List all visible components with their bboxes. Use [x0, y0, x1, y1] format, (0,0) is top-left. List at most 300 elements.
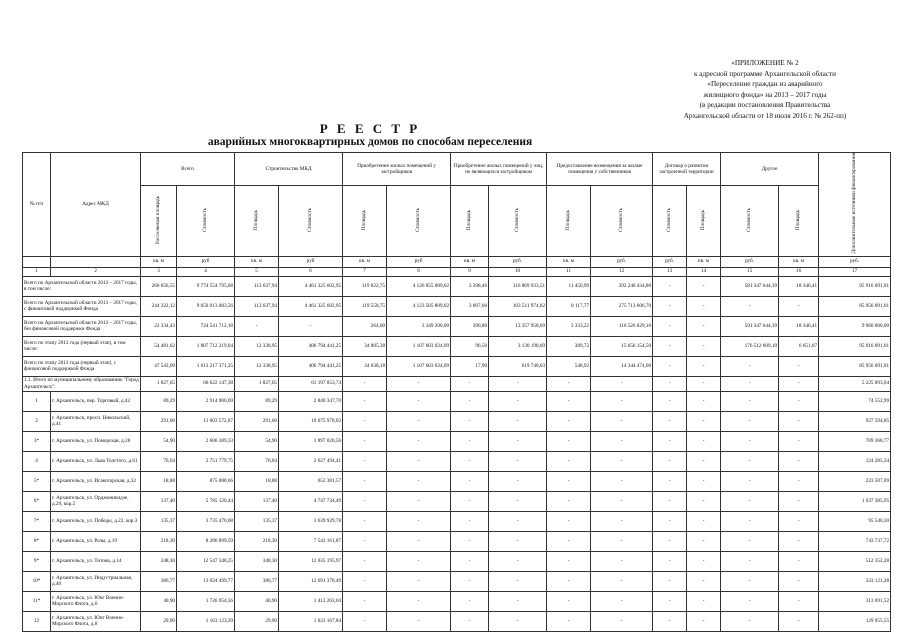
column-number-cell: 7 [343, 267, 387, 276]
row-address: г. Архангельск, пер. Торговый, д.42 [51, 391, 141, 411]
column-number-cell: 15 [721, 267, 779, 276]
value-cell: - [779, 376, 819, 391]
value-cell: - [387, 591, 451, 611]
unit-cell: руб. [591, 256, 653, 267]
column-number-cell: 1 [23, 267, 51, 276]
value-cell: 386,77 [141, 571, 177, 591]
value-cell: - [721, 296, 779, 316]
value-cell: - [489, 531, 547, 551]
value-cell: 8 286 899,59 [177, 531, 235, 551]
value-cell: - [653, 551, 687, 571]
value-cell: 13 024 499,77 [177, 571, 235, 591]
value-cell: 1 613 217 371,25 [177, 356, 235, 376]
value-cell: 3 007,66 [451, 296, 489, 316]
value-cell: 2 751 779,75 [177, 451, 235, 471]
value-cell: 13 357 958,69 [489, 316, 547, 336]
row-number: 4 [23, 451, 51, 471]
row-number: 2 [23, 411, 51, 431]
row-number: 5* [23, 471, 51, 491]
value-cell: - [653, 316, 687, 336]
value-cell: - [687, 376, 721, 391]
value-cell: - [653, 296, 687, 316]
value-cell: - [721, 551, 779, 571]
value-cell: 386,77 [235, 571, 279, 591]
table-row [23, 611, 891, 631]
value-cell: - [779, 571, 819, 591]
value-cell: 103 511 974,82 [489, 296, 547, 316]
unit-cell: руб. [721, 256, 779, 267]
value-cell: 652 381,57 [279, 471, 343, 491]
subheader-c14: Площадь [687, 186, 721, 256]
column-number-cell: 17 [819, 267, 891, 276]
value-cell: 18 346,41 [779, 276, 819, 296]
value-cell: - [547, 531, 591, 551]
value-cell: - [721, 591, 779, 611]
value-cell: 76,04 [141, 451, 177, 471]
row-address: г. Архангельск, ул. Титова, д.14 [51, 551, 141, 571]
unit-cell: руб [279, 256, 343, 267]
value-cell: 1 037 385,95 [819, 491, 891, 511]
value-cell: - [779, 611, 819, 631]
value-cell: - [687, 491, 721, 511]
column-number-cell: 2 [51, 267, 141, 276]
appendix-line: (в редакции постановления Правительства [699, 101, 831, 110]
value-cell: 15 656 154,50 [591, 336, 653, 356]
column-number-cell: 13 [653, 267, 687, 276]
column-numbers-row [23, 267, 891, 276]
subheader-c11: Площадь [547, 186, 591, 256]
appendix-block [655, 58, 875, 122]
row-number: 6* [23, 491, 51, 511]
value-cell: - [591, 611, 653, 631]
unit-cell: кв. м [547, 256, 591, 267]
value-cell: 5 785 120,44 [177, 491, 235, 511]
value-cell: - [721, 431, 779, 451]
value-cell: - [721, 356, 779, 376]
value-cell: - [343, 571, 387, 591]
unit-cell: руб [387, 256, 451, 267]
value-cell: - [687, 451, 721, 471]
value-cell: 390,80 [451, 316, 489, 336]
value-cell: - [653, 571, 687, 591]
value-cell: 1 107 603 024,09 [387, 336, 451, 356]
value-cell: - [387, 411, 451, 431]
value-cell: - [387, 491, 451, 511]
table-row [23, 391, 891, 411]
value-cell: 8 117,77 [547, 296, 591, 316]
value-cell: - [653, 431, 687, 451]
value-cell: 4 461 325 602,95 [279, 276, 343, 296]
value-cell: - [653, 471, 687, 491]
value-cell: - [489, 451, 547, 471]
value-cell: 12 338,95 [235, 336, 279, 356]
column-number-cell: 12 [591, 267, 653, 276]
value-cell: - [489, 391, 547, 411]
value-cell: - [779, 411, 819, 431]
value-cell: - [687, 471, 721, 491]
value-cell: 113 637,94 [235, 276, 279, 296]
value-cell: - [387, 471, 451, 491]
row-address: г. Архангельск, ул. Индустриальная, д.40 [51, 571, 141, 591]
value-cell: 333 121,28 [819, 571, 891, 591]
value-cell: 1 897 020,56 [279, 431, 343, 451]
value-cell: 709 368,77 [819, 431, 891, 451]
value-cell: 548,92 [547, 356, 591, 376]
value-cell: - [387, 391, 451, 411]
value-cell: 135,37 [235, 511, 279, 531]
value-cell: 61 197 053,74 [279, 376, 343, 391]
value-cell: 2 914 900,69 [177, 391, 235, 411]
value-cell: - [343, 511, 387, 531]
row-number: 3* [23, 431, 51, 451]
value-cell: - [779, 531, 819, 551]
value-cell: 389,72 [547, 336, 591, 356]
value-cell: 512 352,28 [819, 551, 891, 571]
value-cell: - [779, 591, 819, 611]
table-row [23, 531, 891, 551]
value-cell: - [451, 376, 489, 391]
value-cell: - [591, 451, 653, 471]
row-address: г. Архангельск, ул. Орджоникидзе, д.29, кор.2 [51, 491, 141, 511]
value-cell: 7 543 161,87 [279, 531, 343, 551]
value-cell: 113 637,94 [235, 296, 279, 316]
value-cell: - [591, 511, 653, 531]
value-cell: 54 481,62 [141, 336, 177, 356]
value-cell: 3 398,46 [451, 276, 489, 296]
value-cell: 14 344 474,00 [591, 356, 653, 376]
value-cell: - [547, 571, 591, 591]
value-cell: - [591, 391, 653, 411]
value-cell: - [489, 411, 547, 431]
value-cell: - [779, 551, 819, 571]
value-cell: 66 622 147,38 [177, 376, 235, 391]
value-cell: 313 691,52 [819, 591, 891, 611]
value-cell: - [721, 491, 779, 511]
value-cell: - [451, 491, 489, 511]
value-cell: 264,00 [343, 316, 387, 336]
value-cell: 85 956 091,01 [819, 296, 891, 316]
value-cell: - [343, 591, 387, 611]
value-cell: - [451, 551, 489, 571]
value-cell: 619 740,03 [489, 356, 547, 376]
row-address: г. Архангельск, ул. Юнг Военно-Морского Флота, д.6 [51, 591, 141, 611]
value-cell: - [489, 511, 547, 531]
value-cell: - [653, 376, 687, 391]
value-cell: - [687, 531, 721, 551]
value-cell: 1 413 263,04 [279, 591, 343, 611]
value-cell: 76,04 [235, 451, 279, 471]
value-cell: - [721, 531, 779, 551]
row-address: г. Архангельск, ул. Розы, д.19 [51, 531, 141, 551]
value-cell: 1 033 167,84 [279, 611, 343, 631]
subheader-c13: Стоимость [653, 186, 687, 256]
row-number: 8* [23, 531, 51, 551]
table-row [23, 411, 891, 431]
value-cell: 12 338,95 [235, 356, 279, 376]
value-cell: - [653, 611, 687, 631]
value-cell: - [387, 511, 451, 531]
subheader-c12: Стоимость [591, 186, 653, 256]
value-cell: - [687, 571, 721, 591]
value-cell: 85 956 091,01 [819, 356, 891, 376]
value-cell: - [343, 391, 387, 411]
summary-label: Всего по Архангельской области 2013 – 2017 годы, с финансовой поддержкой Фонда [23, 296, 141, 316]
row-number: 12 [23, 611, 51, 631]
value-cell: 95 540,30 [819, 511, 891, 531]
subheader-c4: Стоимость [177, 186, 235, 256]
row-address: г. Архангельск, ул. Исакогорская, д.32 [51, 471, 141, 491]
value-cell: 1 807 712 219,04 [177, 336, 235, 356]
column-number-cell: 3 [141, 267, 177, 276]
value-cell: - [343, 491, 387, 511]
value-cell: - [451, 531, 489, 551]
value-cell: 1 726 954,56 [177, 591, 235, 611]
value-cell: - [343, 431, 387, 451]
row-number: 9* [23, 551, 51, 571]
value-cell: 137,40 [235, 491, 279, 511]
value-cell: - [451, 571, 489, 591]
table-row [23, 551, 891, 571]
value-cell: - [451, 611, 489, 631]
unit-cell: кв. м [235, 256, 279, 267]
value-cell: 137,40 [141, 491, 177, 511]
value-cell: - [653, 336, 687, 356]
value-cell: 40,90 [141, 591, 177, 611]
subheader-c7: Площадь [343, 186, 387, 256]
value-cell: - [687, 551, 721, 571]
col-num-header: № п/п [23, 153, 51, 257]
value-cell: 581 347 644,39 [721, 276, 779, 296]
value-cell: - [779, 431, 819, 451]
value-cell: 34 805,38 [343, 336, 387, 356]
table-row [23, 451, 891, 471]
value-cell: - [451, 471, 489, 491]
column-number-cell: 11 [547, 267, 591, 276]
value-cell: - [387, 611, 451, 631]
appendix-line: к адресной программе Архангельской области [693, 69, 837, 78]
value-cell: - [489, 431, 547, 451]
value-cell: 74 552,99 [819, 391, 891, 411]
row-number: 1 [23, 391, 51, 411]
value-cell: 54,90 [235, 431, 279, 451]
subheader-c10: Стоимость [489, 186, 547, 256]
value-cell: - [451, 451, 489, 471]
value-cell: - [687, 276, 721, 296]
value-cell: 9 774 554 795,68 [177, 276, 235, 296]
value-cell: - [547, 451, 591, 471]
value-cell: - [591, 491, 653, 511]
title-subtitle: аварийных многоквартирных домов по способам переселения [207, 136, 533, 148]
registry-body [23, 276, 891, 631]
value-cell: 129 955,55 [819, 611, 891, 631]
value-cell: - [779, 356, 819, 376]
value-cell: 266 656,55 [141, 276, 177, 296]
value-cell: - [451, 591, 489, 611]
value-cell: - [279, 316, 343, 336]
value-cell: - [591, 591, 653, 611]
value-cell: - [687, 411, 721, 431]
value-cell: 40,90 [235, 591, 279, 611]
column-number-cell: 16 [779, 267, 819, 276]
summary-label: Всего по Архангельской области 2013 – 2017 годы, в том числе: [23, 276, 141, 296]
value-cell: - [387, 571, 451, 591]
value-cell: - [687, 336, 721, 356]
value-cell: - [547, 431, 591, 451]
value-cell: - [653, 491, 687, 511]
value-cell: 3 349 200,00 [387, 316, 451, 336]
table-row [23, 511, 891, 531]
value-cell: 244 322,12 [141, 296, 177, 316]
value-cell: 1 107 603 024,09 [387, 356, 451, 376]
column-number-cell: 4 [177, 267, 235, 276]
col-address-header: Адрес МКД [51, 153, 141, 257]
value-cell: - [451, 391, 489, 411]
summary-row [23, 336, 891, 356]
value-cell: 96,50 [451, 336, 489, 356]
value-cell: - [591, 376, 653, 391]
value-cell: - [343, 471, 387, 491]
summary-row [23, 296, 891, 316]
value-cell: - [547, 491, 591, 511]
value-cell: 95 916 091,01 [819, 336, 891, 356]
unit-cell: кв. м [141, 256, 177, 267]
value-cell: 18,88 [141, 471, 177, 491]
summary-label: Всего по этапу 2013 года (первый этап), в том числе: [23, 336, 141, 356]
appendix-line: «Переселение граждан из аварийного [707, 80, 823, 89]
subheader-c5: Площадь [235, 186, 279, 256]
value-cell: - [721, 471, 779, 491]
value-cell: 11 003 572,87 [177, 411, 235, 431]
value-cell: 47 543,09 [141, 356, 177, 376]
value-cell: - [343, 376, 387, 391]
row-number: 7* [23, 511, 51, 531]
value-cell: 119 822,75 [343, 276, 387, 296]
value-cell: 4 747 734,49 [279, 491, 343, 511]
column-number-cell: 10 [489, 267, 547, 276]
value-cell: - [653, 276, 687, 296]
summary-row [23, 316, 891, 336]
value-cell: - [721, 376, 779, 391]
header-row-1 [23, 153, 891, 186]
value-cell: 406 794 441,25 [279, 336, 343, 356]
value-cell: 275 713 606,70 [591, 296, 653, 316]
value-cell: 1 827,65 [235, 376, 279, 391]
value-cell: 89,29 [235, 391, 279, 411]
subheader-c8: Стоимость [387, 186, 451, 256]
value-cell: 135,37 [141, 511, 177, 531]
value-cell: 3 639 929,78 [279, 511, 343, 531]
value-cell: 29,90 [141, 611, 177, 631]
value-cell: 4 126 855 009,02 [387, 276, 451, 296]
value-cell: - [489, 611, 547, 631]
value-cell: - [387, 551, 451, 571]
value-cell: - [591, 571, 653, 591]
value-cell: 9 960 000,00 [819, 316, 891, 336]
value-cell: 3 130 198,69 [489, 336, 547, 356]
summary-label: Всего по Архангельской области 2013 – 2017 годы, без финансовой поддержки Фонда [23, 316, 141, 336]
units-row [23, 256, 891, 267]
value-cell: - [591, 431, 653, 451]
value-cell: 12 547 348,25 [177, 551, 235, 571]
value-cell: 18,88 [235, 471, 279, 491]
value-cell: 124 285,34 [819, 451, 891, 471]
value-cell: - [687, 391, 721, 411]
value-cell: - [687, 611, 721, 631]
value-cell: - [591, 471, 653, 491]
group-construction-header: Строительство МКД [235, 153, 343, 186]
value-cell: - [779, 296, 819, 316]
value-cell: 724 541 712,18 [177, 316, 235, 336]
value-cell: - [489, 571, 547, 591]
row-address: г. Архангельск, ул. Победы, д.22, кор.3 [51, 511, 141, 531]
value-cell: - [721, 611, 779, 631]
value-cell: - [547, 376, 591, 391]
value-cell: - [547, 611, 591, 631]
value-cell: 927 594,85 [819, 411, 891, 431]
value-cell: 218,30 [235, 531, 279, 551]
value-cell: 591 347 644,39 [721, 316, 779, 336]
value-cell: - [547, 411, 591, 431]
value-cell: - [343, 551, 387, 571]
value-cell: - [779, 511, 819, 531]
value-cell: 392 240 434,80 [591, 276, 653, 296]
group-total-header: Всего [141, 153, 235, 186]
row-address: г. Архангельск, просп. Никольский, д.41 [51, 411, 141, 431]
unit-cell: руб. [489, 256, 547, 267]
value-cell: 743 737,72 [819, 531, 891, 551]
value-cell: 34 638,18 [343, 356, 387, 376]
value-cell: - [387, 431, 451, 451]
value-cell: - [489, 491, 547, 511]
subheader-c16: Площадь [779, 186, 819, 256]
value-cell: - [721, 391, 779, 411]
value-cell: 89,29 [141, 391, 177, 411]
row-address: г. Архангельск, ул. Льва Толстого, д.61 [51, 451, 141, 471]
value-cell: 54,90 [141, 431, 177, 451]
table-row [23, 471, 891, 491]
unit-cell: кв. м [451, 256, 489, 267]
group-label: 1.1. Итого по муниципальному образованию "Город Архангельск": [24, 377, 139, 390]
value-cell: - [687, 431, 721, 451]
value-cell: 2 840 347,70 [279, 391, 343, 411]
appendix-line: жилищного фонда» на 2013 – 2017 годы [703, 90, 827, 99]
value-cell: - [387, 376, 451, 391]
value-cell: 22 334,43 [141, 316, 177, 336]
unit-cell: руб [177, 256, 235, 267]
value-cell: 12 035 195,97 [279, 551, 343, 571]
value-cell: - [653, 531, 687, 551]
value-cell: - [687, 296, 721, 316]
value-cell: - [343, 451, 387, 471]
value-cell: - [489, 591, 547, 611]
value-cell: - [687, 316, 721, 336]
value-cell: - [451, 511, 489, 531]
value-cell: - [451, 431, 489, 451]
value-cell: 116 526 829,10 [591, 316, 653, 336]
value-cell: 3 333,22 [547, 316, 591, 336]
value-cell: 119 558,75 [343, 296, 387, 316]
value-cell: - [387, 531, 451, 551]
title-registry: Р Е Е С Т Р [319, 121, 421, 136]
subheader-c9: Площадь [451, 186, 489, 256]
group-redevelopment-header: Договор о развитии застроенной территории [653, 153, 721, 186]
column-number-cell: 5 [235, 267, 279, 276]
value-cell: - [343, 531, 387, 551]
unit-cell: руб. [653, 256, 687, 267]
value-cell: - [721, 451, 779, 471]
column-number-cell: 9 [451, 267, 489, 276]
value-cell: 18 346,41 [779, 316, 819, 336]
